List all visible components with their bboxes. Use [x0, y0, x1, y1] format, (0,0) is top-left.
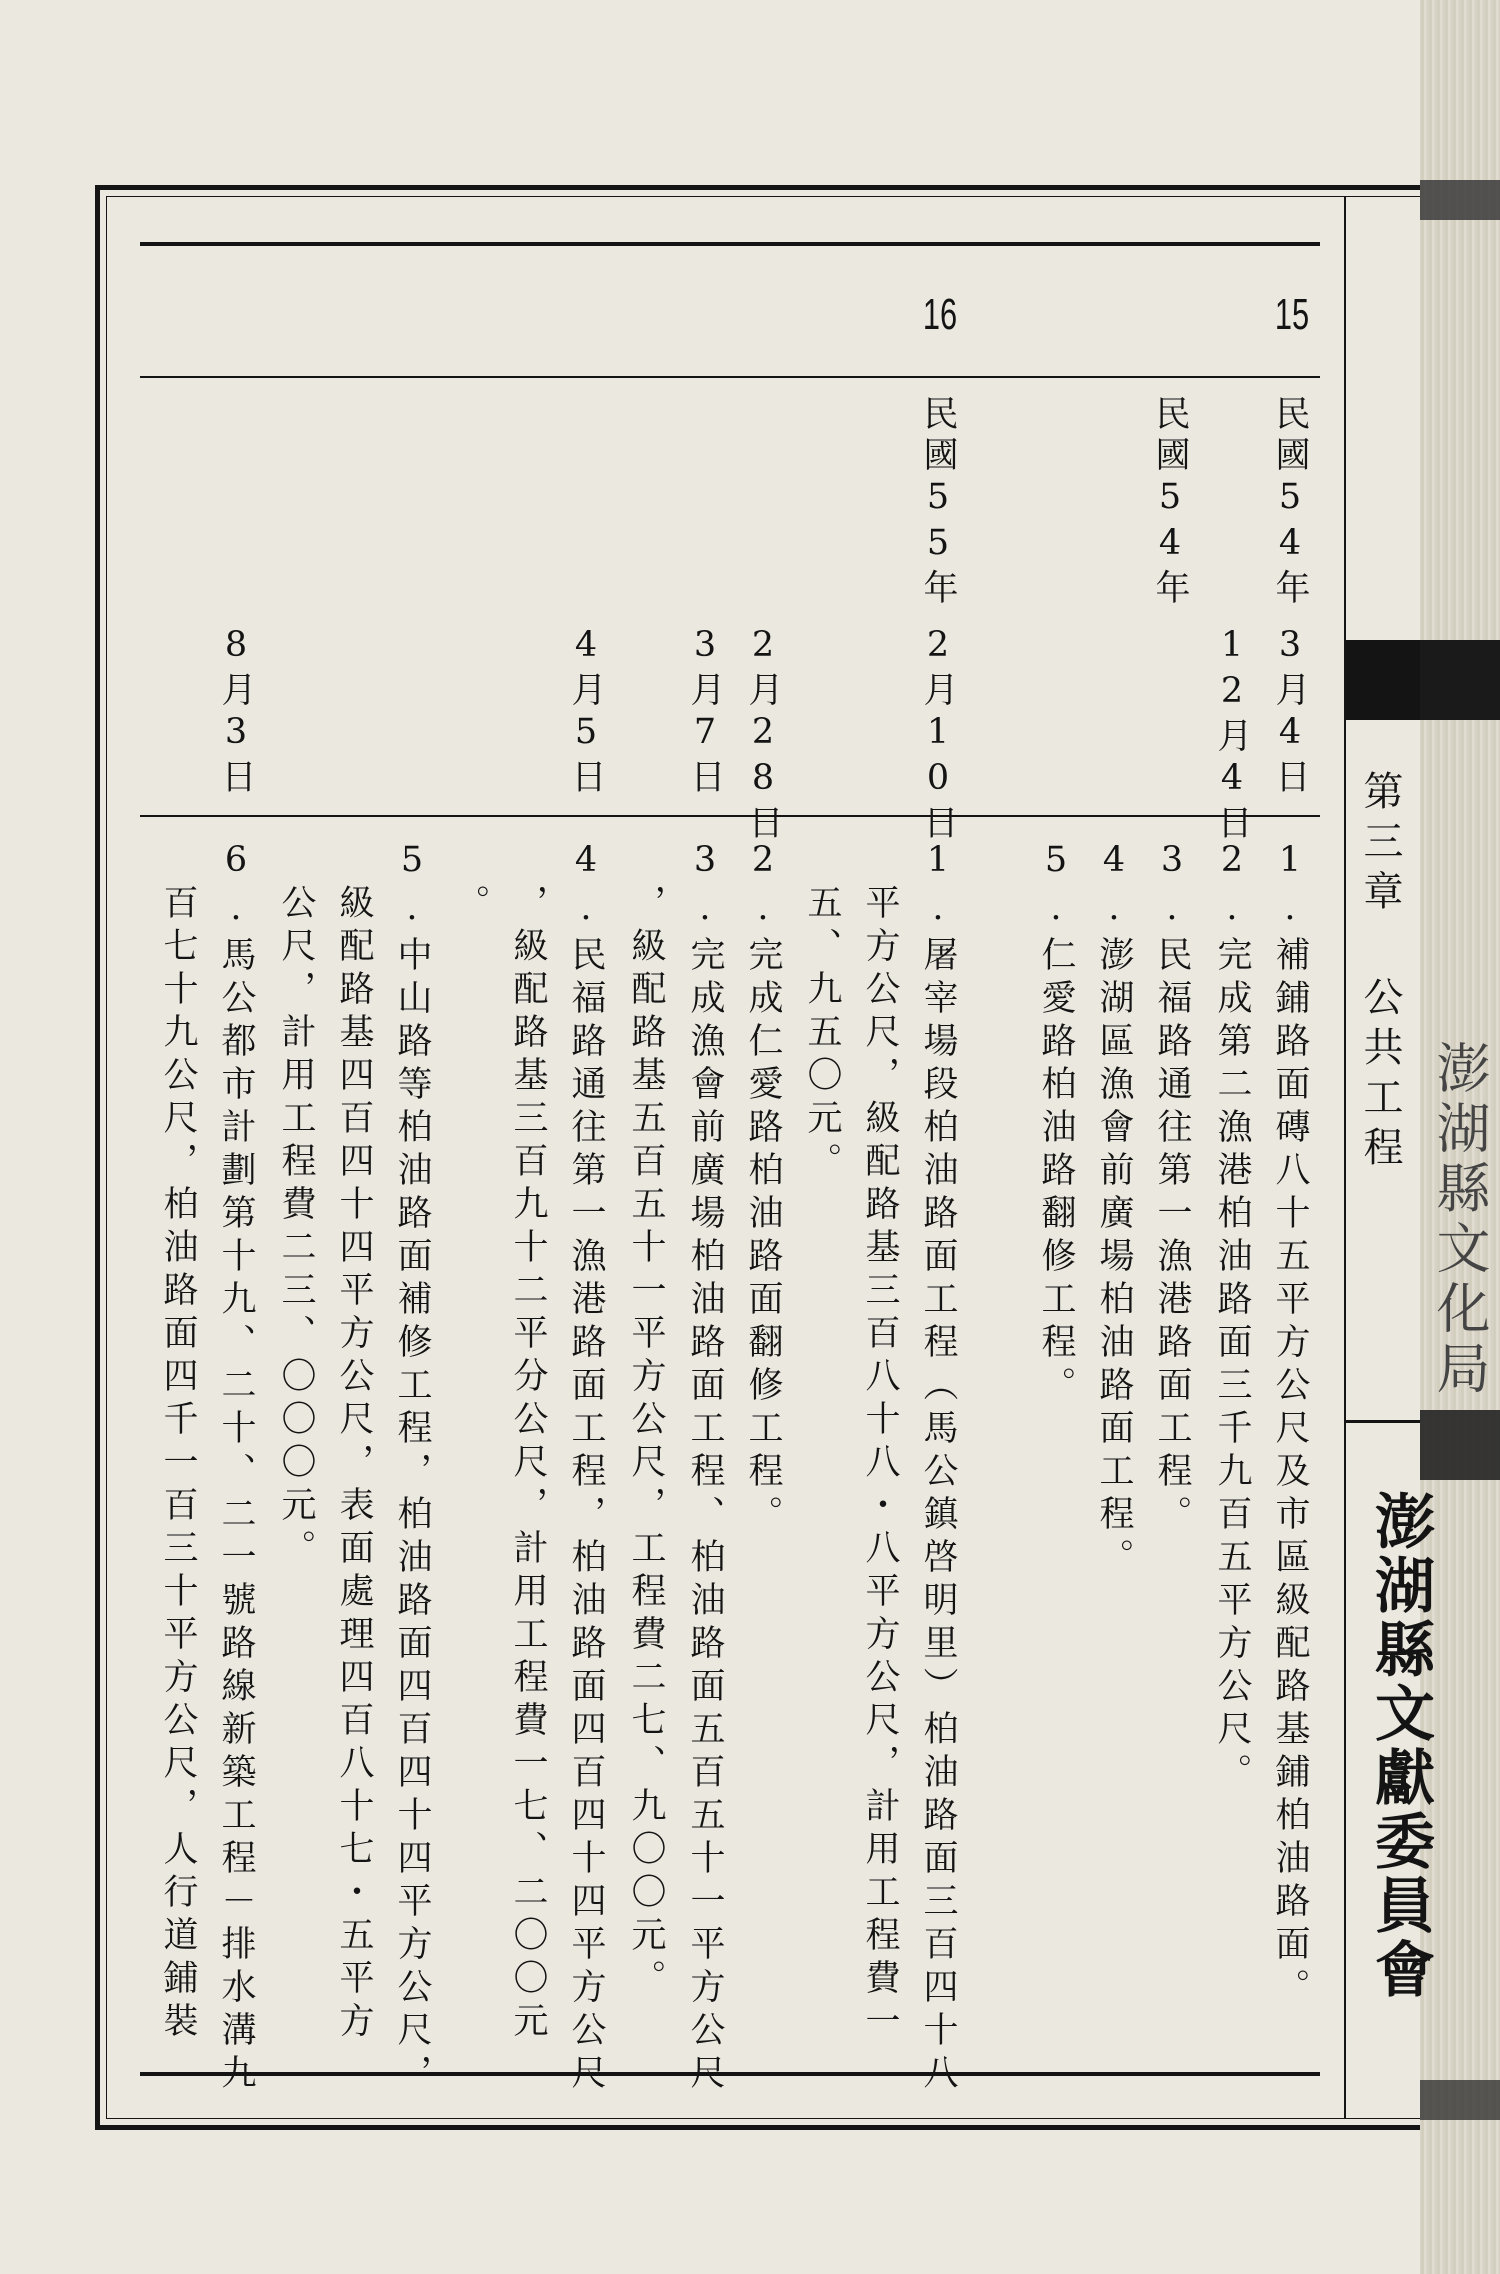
work-item: 4.澎湖區漁會前廣場柏油路面工程。: [1094, 840, 1134, 1581]
work-item: 2.完成仁愛路柏油路面翻修工程。: [743, 840, 783, 1538]
row-year: 民國54年: [1270, 395, 1310, 610]
header-band-divider: [1344, 196, 1346, 2119]
work-item: 平方公尺，級配路基三百八十八・八平方公尺，計用工程費一: [860, 884, 900, 2045]
row-year: 民國55年: [918, 395, 958, 610]
row-date: 2月28日: [743, 625, 783, 845]
row-date: 4月5日: [566, 625, 606, 799]
row-date: 3月4日: [1270, 625, 1310, 799]
publisher-name: 澎湖縣文獻委員會: [1365, 1490, 1435, 2002]
work-item: 5.仁愛路柏油路翻修工程。: [1036, 840, 1076, 1409]
header-band-rule: [1346, 1420, 1420, 1423]
table-date-rule: [140, 815, 1320, 817]
work-item: 2.完成第二漁港柏油路面三千九百五平方公尺。: [1212, 840, 1252, 1796]
work-item: 1.補鋪路面磚八十五平方公尺及市區級配路基鋪柏油路面。: [1270, 840, 1310, 2011]
work-item: 。: [450, 884, 490, 927]
row-date: 2月10日: [918, 625, 958, 845]
work-item: 五、九五〇元。: [802, 884, 842, 1185]
work-item: ，級配路基五百五十一平方公尺，工程費二七、九〇〇元。: [626, 884, 666, 2002]
row-date: 12月4日: [1212, 625, 1252, 845]
work-item: ，級配路基三百九十二平分公尺，計用工程費一七、二〇〇元: [508, 884, 548, 2045]
work-item: 百七十九公尺，柏油路面四千一百三十平方公尺，人行道鋪裝: [158, 884, 198, 2045]
table-top-rule: [140, 242, 1320, 246]
table-bottom-rule: [140, 2072, 1320, 2076]
library-stamp: 澎湖縣文化局: [1428, 1040, 1491, 1400]
chapter-title: 第三章 公共工程: [1357, 770, 1403, 1176]
work-item: 4.民福路通往第一漁港路面工程，柏油路面四百四十四平方公尺: [566, 840, 606, 2097]
work-item: 3.完成漁會前廣場柏油路面工程、柏油路面五百五十一平方公尺: [685, 840, 725, 2097]
work-item: 級配路基四百四十四平方公尺，表面處理四百八十七・五平方: [334, 884, 374, 2045]
header-band-marker: [1346, 640, 1420, 720]
row-number: 16: [922, 290, 958, 339]
row-number: 15: [1274, 290, 1310, 339]
table-header-rule: [140, 376, 1320, 378]
work-item: 公尺，計用工程費二三、〇〇〇元。: [276, 884, 316, 1572]
row-year: 民國54年: [1150, 395, 1190, 610]
work-item: 6.馬公都市計劃第十九、二十、二一號路線新築工程－排水溝九: [216, 840, 256, 2097]
row-date: 3月7日: [685, 625, 725, 799]
work-item: 1.屠宰場段柏油路面工程（馬公鎮啓明里）柏油路面三百四十八: [918, 840, 958, 2097]
work-item: 3.民福路通往第一漁港路面工程。: [1152, 840, 1192, 1538]
row-date: 8月3日: [216, 625, 256, 799]
work-item: 5.中山路等柏油路面補修工程，柏油路面四百四十四平方公尺，: [392, 840, 432, 2097]
